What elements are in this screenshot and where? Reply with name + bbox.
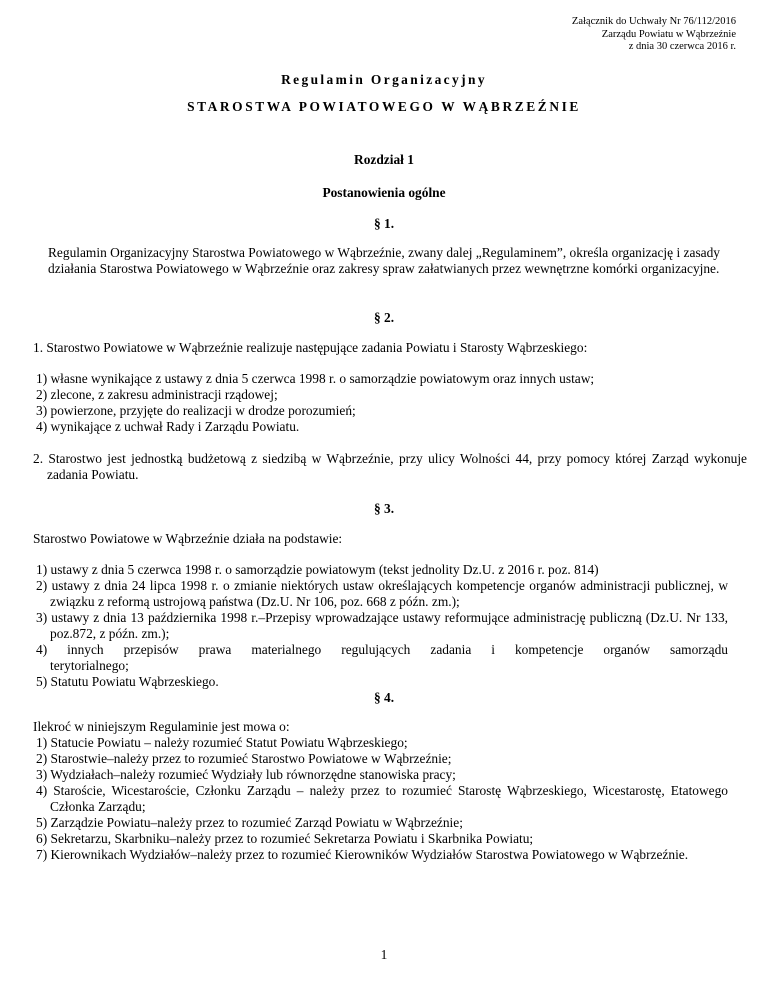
section-4-intro: Ilekroć w niniejszym Regulaminie jest mowa o: (33, 719, 290, 734)
section-1-heading: § 1. (373, 216, 395, 231)
section-2-paragraph-2: 2. Starostwo jest jednostką budżetową z siedzibą w Wąbrzeźnie, przy ulicy Wolności 44, przy pomocy której Zarząd wykonuje zadania Powiatu. (33, 451, 747, 482)
list-item: 7) Kierownikach Wydziałów–należy przez to rozumieć Kierowników Wydziałów Starostwa Powiatowego w Wąbrzeźnie. (36, 847, 689, 862)
list-item: 1) ustawy z dnia 5 czerwca 1998 r. o samorządzie powiatowym (tekst jednolity Dz.U. z 2016 r. poz. 814) (36, 562, 599, 577)
section-2-list (36, 371, 726, 435)
section-1-text: Regulamin Organizacyjny Starostwa Powiatowego w Wąbrzeźnie, zwany dalej „Regulaminem”, określa organizację i zasady działania Starostwa Powiatowego w Wąbrzeźnie oraz zakresy spraw załatwianych przez wewnętrzne komórki organizacyjne. (48, 245, 720, 276)
list-item: 4) wynikające z uchwał Rady i Zarządu Powiatu. (36, 419, 300, 434)
list-item: 2) Starostwie–należy przez to rozumieć Starostwo Powiatowe w Wąbrzeźnie; (36, 751, 452, 766)
section-4-list (36, 735, 728, 863)
list-item: 3) ustawy z dnia 13 października 1998 r.–Przepisy wprowadzające ustawy reformujące administrację publiczną (Dz.U. Nr 133, poz.872, z późn. zm.); (36, 610, 728, 641)
section-3-intro: Starostwo Powiatowe w Wąbrzeźnie działa na podstawie: (33, 531, 343, 546)
section-4-heading: § 4. (373, 690, 395, 705)
section-2-heading: § 2. (373, 310, 395, 325)
list-item: 5) Zarządzie Powiatu–należy przez to rozumieć Zarząd Powiatu w Wąbrzeźnie; (36, 815, 463, 830)
section-3-heading: § 3. (373, 501, 395, 516)
list-item: 2) ustawy z dnia 24 lipca 1998 r. o zmianie niektórych ustaw określających kompetencje organów administracji publicznej, w związku z reformą ustrojową państwa (Dz.U. Nr 106, poz. 668 z późn. zm.); (36, 578, 728, 609)
list-item: 1) Statucie Powiatu – należy rozumieć Statut Powiatu Wąbrzeskiego; (36, 735, 408, 750)
list-item: 5) Statutu Powiatu Wąbrzeskiego. (36, 674, 219, 689)
chapter-number: Rozdział 1 (354, 152, 414, 167)
document-title: Regulamin Organizacyjny (281, 72, 487, 87)
list-item: 2) zlecone, z zakresu administracji rządowej; (36, 387, 278, 402)
list-item: 6) Sekretarzu, Skarbniku–należy przez to rozumieć Sekretarza Powiatu i Skarbnika Powiatu; (36, 831, 534, 846)
section-3-list (36, 562, 728, 690)
chapter-name: Postanowienia ogólne (322, 185, 446, 200)
annex-line-2: Zarządu Powiatu w Wąbrzeźnie (601, 28, 736, 40)
list-item: 3) powierzone, przyjęte do realizacji w drodze porozumień; (36, 403, 356, 418)
list-item: 3) Wydziałach–należy rozumieć Wydziały lub równorzędne stanowiska pracy; (36, 767, 456, 782)
list-item: 1) własne wynikające z ustawy z dnia 5 czerwca 1998 r. o samorządzie powiatowym oraz innych ustaw; (36, 371, 595, 386)
annex-line-1: Załącznik do Uchwały Nr 76/112/2016 (571, 16, 736, 27)
section-2-paragraph-1: 1. Starostwo Powiatowe w Wąbrzeźnie realizuje następujące zadania Powiatu i Starosty Wąbrzeskiego: (33, 340, 588, 355)
document-subtitle: STAROSTWA POWIATOWEGO W WĄBRZEŹNIE (187, 99, 581, 114)
annex-line-3: z dnia 30 czerwca 2016 r. (628, 41, 736, 52)
list-item: 4) innych przepisów prawa materialnego regulujących zadania i kompetencje organów samorządu terytorialnego; (36, 642, 728, 673)
list-item: 4) Staroście, Wicestaroście, Członku Zarządu – należy przez to rozumieć Starostę Wąbrzeskiego, Wicestarostę, Etatowego Członka Zarządu; (36, 783, 728, 814)
annex-note (572, 16, 736, 54)
page-number: 1 (380, 947, 388, 962)
